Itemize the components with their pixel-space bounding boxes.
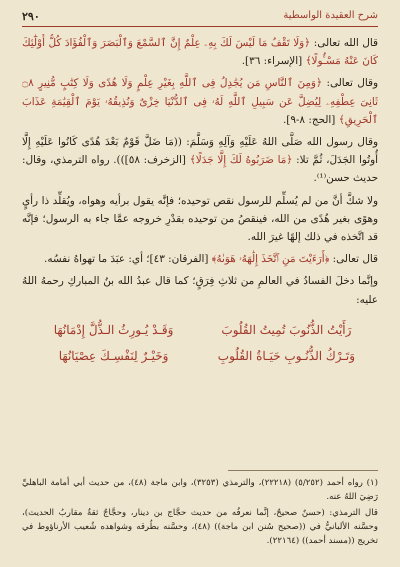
- intro-text: قال الله تعالى:: [310, 37, 378, 49]
- poem-right-column: [213, 317, 360, 369]
- paragraph-3: [22, 133, 378, 188]
- running-title: شرح العقيدة الواسطية: [283, 10, 378, 21]
- paragraph-1: [22, 34, 378, 70]
- verse-reference: [الإسراء: ٣٦].: [241, 55, 306, 68]
- poem-hemistich: رَأَيْتُ الذُّنُوبَ تُمِيتُ القُلُوبَ: [221, 322, 352, 337]
- hadith-text: وقال رسول الله صَلَّى اللهُ عَلَيْهِ وَآلِهِ وَسَلَّمَ: ((مَا ضَلَّ قَوْمٌ بَعْدَ هُدًى كَانُوا عَلَيْهِ إِلَّا أُوتُوا الجَدَلَ، ثُمَّ تلا:: [22, 136, 378, 167]
- quran-verse: ﴿وَلَا تَقْفُ مَا لَيْسَ لَكَ بِهِۦ عِلْمٌ إِنَّ ٱلسَّمْعَ وَٱلْبَصَرَ وَٱلْفُؤَادَ كُلُّ أُوْلَٰٓئِكَ كَانَ عَنْهُ مَسْـُٔولًا﴾: [22, 37, 378, 68]
- page-number: ٢٩٠: [22, 10, 40, 23]
- footnote-1: (١) رواه أحمد (٥/٢٥٢) (٢٢٢١٨)، والترمذي (٣٢٥٣)، وابن ماجة (٤٨)، من حديث أبي أمامة الباهليِّ رَضِيَ اللهُ عنه.: [22, 478, 378, 502]
- verse-explanation: [الفرقان: ٤٣]؛ أي: عبَدَ ما تهواهُ نفسُه.: [44, 253, 212, 266]
- verse-reference: [الحج: ٨-٩].: [282, 113, 339, 126]
- hadith-text: [الزخرف: ٥٨])). رواه الترمذي، وقال: حديث حسن⁽¹⁾.: [22, 154, 378, 185]
- paragraph-5: [22, 250, 378, 268]
- poem-hemistich: وَقَـدْ يُـورِثُ الـذُّلَّ إِدْمَانُهَا: [53, 322, 174, 337]
- footnote-divider: [228, 470, 378, 471]
- paragraph-6: وإنَّما دخلَ الفسادُ في العالمِ من ثلاثِ فِرَقٍ؛ كما قال عبدُ الله بنُ المباركِ رحمهُ اللهُ عليه:: [22, 275, 378, 306]
- page-header: [22, 10, 378, 27]
- intro-text: قال تعالى:: [329, 253, 378, 266]
- poem: [40, 317, 360, 369]
- paragraph-2: [22, 74, 378, 129]
- main-text: [22, 34, 378, 444]
- poem-left-column: [40, 317, 187, 369]
- poem-hemistich: وَتَـرْكُ الذُّنُـوبِ حَيَـاةُ القُلُوبِ: [217, 348, 356, 363]
- intro-text: وقال تعالى:: [322, 77, 378, 90]
- quran-verse: ﴿مَا ضَرَبُوهُ لَكَ إِلَّا جَدَلًا﴾: [189, 154, 293, 167]
- paragraph-4: ولا شكَّ أنَّ من لم يُسلِّم للرسول نقص توحيده؛ فإنَّه يقول برأيه وهواه، ويُقلِّد ذا رأيٍ وهوًى بغير هُدًى من الله، فينقصُ من توحيده بقدْرِ خروجه عمَّا جاء به الرسول؛ فإنَّه قد اتَّخذه في ذلك إلهًا غيرَ الله.: [22, 194, 378, 244]
- quran-verse: ﴿وَمِنَ ٱلنَّاسِ مَن يُجَٰدِلُ فِى ٱللَّهِ بِغَيْرِ عِلْمٍ وَلَا هُدًى وَلَا كِتَٰبٍ مُّنِيرٍ ۝٨ ثَانِىَ عِطْفِهِۦ لِيُضِلَّ عَن سَبِيلِ ٱللَّهِ لَهُۥ فِى ٱلدُّنْيَا خِزْىٌ وَنُذِيقُهُۥ يَوْمَ ٱلْقِيَٰمَةِ عَذَابَ ٱلْحَرِيقِ﴾: [22, 77, 378, 126]
- poem-hemistich: وَخَيْـرٌ لِنَفْسِـكَ عِصْيَانُهَا: [58, 348, 169, 363]
- footnote-1-continued: قال الترمذي: (حسنٌ صحيحٌ، إنَّما نعرفُه من حديث حجَّاج بن دينار، وحجَّاجٌ ثقةٌ مقاربُ الحديث)، وحسَّنه الألبانيُّ في ((صحيح سُنن ابن ماجة)) (٤٨)، وحسَّنه بطُرقه وشواهده شُعيب الأرناؤوط في تخريج ((مسند أحمد)) (٢٢١٦٤).: [22, 508, 378, 546]
- footnotes: [22, 476, 378, 560]
- quran-verse: ﴿أَرَءَيْتَ مَنِ ٱتَّخَذَ إِلَٰهَهُۥ هَوَىٰهُ﴾: [211, 253, 330, 266]
